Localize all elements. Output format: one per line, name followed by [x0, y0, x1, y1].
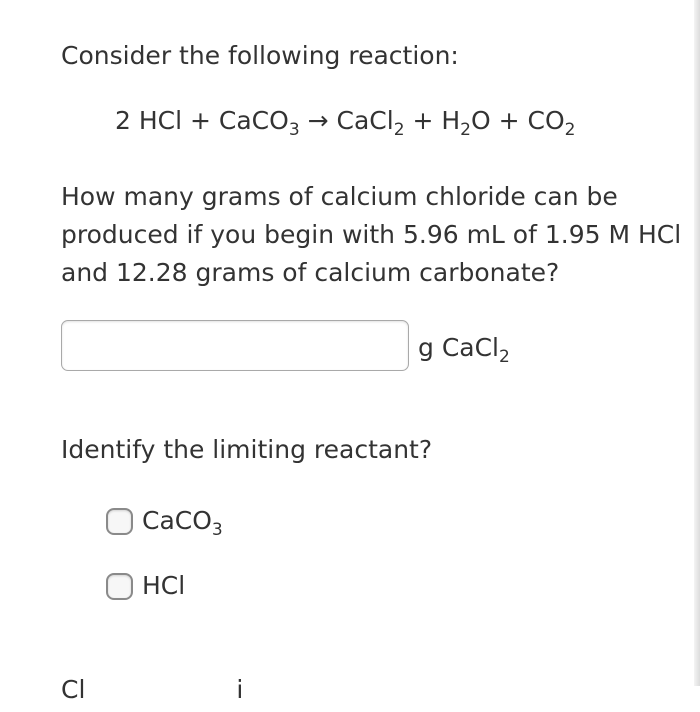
option-label-text: CaCO — [142, 506, 212, 535]
equation-reactant-hcl: 2 HCl + — [115, 106, 219, 135]
checkbox[interactable] — [106, 573, 133, 600]
limiting-reactant-prompt: Identify the limiting reactant? — [61, 435, 433, 464]
option-label — [142, 568, 185, 604]
option-label-text: HCl — [142, 571, 186, 600]
equation-arrow: → — [299, 106, 337, 135]
equation-subscript: 2 — [564, 120, 576, 140]
equation-reactant-caco3: CaCO — [218, 106, 289, 135]
checkbox[interactable] — [106, 508, 133, 535]
reaction-equation — [115, 103, 575, 139]
equation-subscript: 2 — [460, 120, 471, 140]
right-edge-shadow — [694, 0, 700, 686]
option-hcl[interactable] — [106, 568, 185, 604]
equation-subscript: 2 — [393, 120, 405, 140]
unit-subscript: 2 — [499, 347, 510, 367]
answer-unit — [418, 330, 510, 366]
grams-answer-input[interactable] — [61, 320, 409, 371]
intro-text: Consider the following reaction: — [61, 41, 459, 70]
equation-subscript: 3 — [288, 120, 300, 140]
option-label-subscript: 3 — [211, 520, 223, 540]
equation-product-co2: O + CO — [470, 106, 565, 135]
cut-off-text-fragment — [61, 675, 281, 704]
equation-product-h2o: + H — [404, 106, 461, 135]
equation-product-cacl2: CaCl — [336, 106, 394, 135]
unit-label: g CaCl — [418, 333, 499, 362]
option-label — [142, 503, 223, 539]
option-caco3[interactable] — [106, 503, 223, 539]
cut-off-glyphs: Cl i — [61, 675, 244, 704]
question-text: How many grams of calcium chloride can be produced if you begin with 5.96 mL of 1.95 M HCl and 12.28 grams of calcium carbonate? — [61, 182, 682, 287]
